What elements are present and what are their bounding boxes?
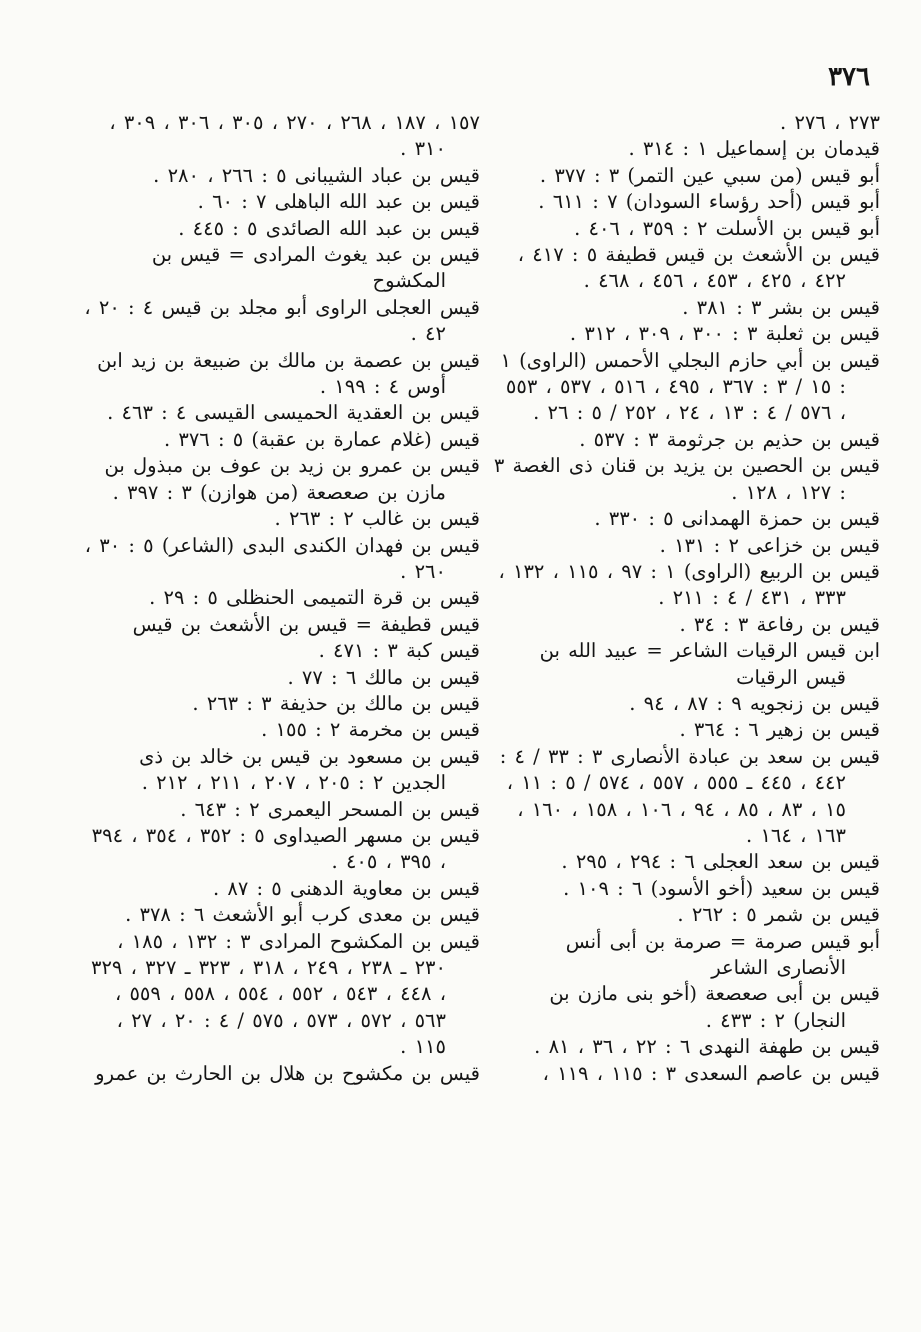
index-entry: قيس بن ثعلبة ٣ : ٣٠٠ ، ٣٠٩ ، ٣١٢ . bbox=[569, 322, 880, 346]
index-entry: قيس بن خزاعى ٢ : ١٣١ . bbox=[659, 533, 880, 557]
index-entry: قيس بن عصمة بن مالك بن ضبيعة بن زيد ابن أوس ٤ : ١٩٩ . bbox=[97, 348, 480, 399]
index-entry: قيس بن غالب ٢ : ٢٦٣ . bbox=[274, 507, 480, 531]
index-entry: قيس بن مالك ٦ : ٧٧ . bbox=[287, 665, 480, 689]
index-entry: قيس العجلى الراوى أبو مجلد بن قيس ٤ : ٢٠ ، ٤٢ . bbox=[84, 295, 480, 346]
index-entry: قيس بن عاصم السعدى ٣ : ١١٥ ، ١١٩ ، bbox=[542, 1061, 880, 1085]
index-column-right bbox=[492, 110, 880, 1087]
index-entry: قيس بن المسحر اليعمرى ٢ : ٦٤٣ . bbox=[180, 797, 480, 821]
index-entry: قيس بن سعيد (أخو الأسود) ٦ : ١٠٩ . bbox=[563, 876, 880, 900]
index-entry: قيس بن أبي حازم البجلي الأحمس (الراوى) ١ : ١٥ / ٣ : ٣٦٧ ، ٤٩٥ ، ٥١٦ ، ٥٣٧ ، ٥٥٣ ، ٥٧٦ / ٤ : ١٣ ، ٢٤ ، ٢٥٢ / ٥ : ٢٦ . bbox=[500, 348, 880, 425]
index-entry: قيس بن مكشوح بن هلال بن الحارث بن عمرو bbox=[95, 1061, 480, 1085]
index-entry: قيس بن الحصين بن يزيد بن قنان ذى الغصة ٣ : ١٢٧ ، ١٢٨ . bbox=[493, 454, 880, 504]
index-entry: قيس بن المكشوح المرادى ٣ : ١٣٢ ، ١٨٥ ، ٢٣٠ ـ ٢٣٨ ، ٢٤٩ ، ٣١٨ ، ٣٢٣ ـ ٣٢٧ ، ٣٢٩ ، ٤٤٨ ، ٥٤٣ ، ٥٥٢ ، ٥٥٤ ، ٥٥٨ ، ٥٥٩ ، ٥٦٣ ، ٥٧٢ ، ٥٧٣ ، ٥٧٥ / ٤ : ٢٠ ، ٢٧ ، ١١٥ . bbox=[90, 929, 480, 1059]
index-entry: أبو قيس صرمة = صرمة بن أبى أنس الأنصارى الشاعر bbox=[565, 929, 880, 979]
index-entry: قيس بن عبد الله الباهلى ٧ : ٦٠ . bbox=[197, 190, 480, 214]
page-number: ٣٧٦ bbox=[828, 62, 870, 92]
index-entry: قيس بن عبد يغوث المرادى = قيس بن المكشوح bbox=[151, 243, 480, 293]
index-entry: قيس بن بشر ٣ : ٣٨١ . bbox=[682, 295, 880, 319]
index-entry: قيس قطيفة = قيس بن الأشعث بن قيس bbox=[132, 612, 480, 636]
index-entry: قيس بن زنجويه ٩ : ٨٧ ، ٩٤ . bbox=[629, 691, 880, 715]
index-entry: قيس بن رفاعة ٣ : ٣٤ . bbox=[679, 612, 880, 636]
index-entry: قيس بن مخرمة ٢ : ١٥٥ . bbox=[261, 718, 480, 742]
index-entry: قيس بن طهفة النهدى ٦ : ٢٢ ، ٣٦ ، ٨١ . bbox=[534, 1035, 880, 1059]
index-entry: قيس كبة ٣ : ٤٧١ . bbox=[318, 639, 480, 663]
index-entry: قيدمان بن إسماعيل ١ : ٣١٤ . bbox=[628, 137, 880, 161]
index-entry: قيس (غلام عمارة بن عقبة) ٥ : ٣٧٦ . bbox=[163, 427, 480, 451]
index-entry: قيس بن مسهر الصيداوى ٥ : ٣٥٢ ، ٣٥٤ ، ٣٩٤ ، ٣٩٥ ، ٤٠٥ . bbox=[91, 823, 480, 874]
index-entry: قيس بن حذيم بن جرثومة ٣ : ٥٣٧ . bbox=[579, 427, 880, 451]
index-entry: قيس بن معاوية الدهنى ٥ : ٨٧ . bbox=[212, 876, 480, 900]
index-column-left bbox=[80, 110, 480, 1087]
index-entry: ٢٧٣ ، ٢٧٦ . bbox=[780, 111, 880, 134]
index-entry: قيس بن مسعود بن قيس بن خالد بن ذى الجدين ٢ : ٢٠٥ ، ٢٠٧ ، ٢١١ ، ٢١٢ . bbox=[139, 744, 480, 795]
index-entry: قيس بن سعد العجلى ٦ : ٢٩٤ ، ٢٩٥ . bbox=[561, 850, 880, 874]
index-entry: قيس بن مالك بن حذيفة ٣ : ٢٦٣ . bbox=[192, 691, 480, 715]
index-entry: قيس بن فهدان الكندى البدى (الشاعر) ٥ : ٣٠ ، ٢٦٠ . bbox=[84, 533, 480, 583]
index-entry: قيس بن حمزة الهمدانى ٥ : ٣٣٠ . bbox=[594, 507, 880, 531]
index-entry: قيس بن معدى كرب أبو الأشعث ٦ : ٣٧٨ . bbox=[125, 903, 480, 927]
index-entry: قيس بن عبد الله الصائدى ٥ : ٤٤٥ . bbox=[178, 216, 480, 240]
index-entry: قيس بن شمر ٥ : ٢٦٢ . bbox=[677, 903, 880, 927]
index-entry: أبو قيس (أحد رؤساء السودان) ٧ : ٦١١ . bbox=[538, 190, 880, 214]
index-entry: قيس بن الربيع (الراوى) ١ : ٩٧ ، ١١٥ ، ١٣٢ ، ٣٣٣ ، ٤٣١ / ٤ : ٢١١ . bbox=[498, 559, 880, 610]
index-entry: قيس بن زهير ٦ : ٣٦٤ . bbox=[679, 718, 880, 742]
index-entry: قيس بن عباد الشيبانى ٥ : ٢٦٦ ، ٢٨٠ . bbox=[153, 163, 480, 187]
index-entry: ١٥٧ ، ١٨٧ ، ٢٦٨ ، ٢٧٠ ، ٣٠٥ ، ٣٠٦ ، ٣٠٩ ، ٣١٠ . bbox=[109, 111, 480, 161]
index-entry: قيس بن العقدية الحميسى القيسى ٤ : ٤٦٣ . bbox=[107, 401, 480, 425]
index-entry: أبو قيس بن الأسلت ٢ : ٣٥٩ ، ٤٠٦ . bbox=[574, 216, 880, 240]
index-entry: قيس بن قرة التميمى الحنظلى ٥ : ٢٩ . bbox=[149, 586, 480, 610]
index-entry: قيس بن الأشعث بن قيس قطيفة ٥ : ٤١٧ ، ٤٢٢ ، ٤٢٥ ، ٤٥٣ ، ٤٥٦ ، ٤٦٨ . bbox=[517, 243, 880, 293]
index-entry: ابن قيس الرقيات الشاعر = عبيد الله بن قيس الرقيات bbox=[539, 639, 880, 689]
index-entry: قيس بن سعد بن عبادة الأنصارى ٣ : ٣٣ / ٤ : ٤٤٢ ، ٤٤٥ ـ ٥٥٥ ، ٥٥٧ ، ٥٧٤ / ٥ : ١١ ، ١٥ ، ٨٣ ، ٨٥ ، ٩٤ ، ١٠٦ ، ١٥٨ ، ١٦٠ ، ١٦٣ ، ١٦٤ . bbox=[499, 744, 880, 847]
index-entry: أبو قيس (من سبي عين التمر) ٣ : ٣٧٧ . bbox=[539, 163, 880, 187]
index-entry: قيس بن عمرو بن زيد بن عوف بن مبذول بن مازن بن صعصعة (من هوازن) ٣ : ٣٩٧ . bbox=[104, 454, 480, 504]
index-entry: قيس بن أبى صعصعة (أخو بنى مازن بن النجار) ٢ : ٤٣٣ . bbox=[549, 982, 880, 1032]
